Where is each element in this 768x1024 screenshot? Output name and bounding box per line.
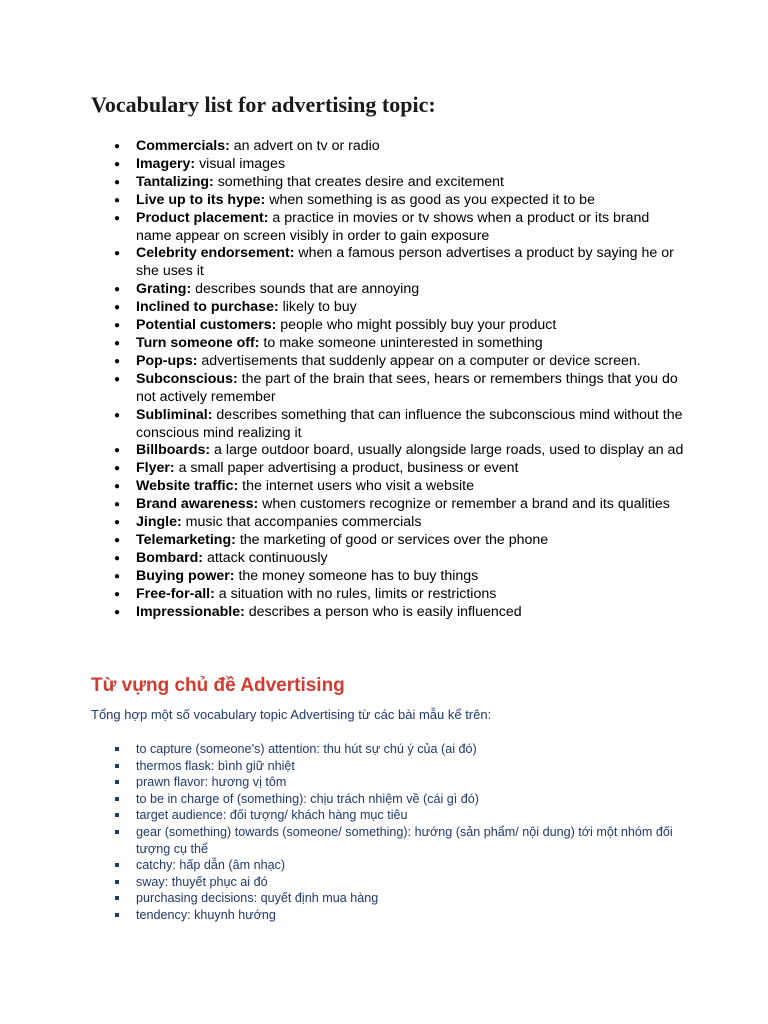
square-bullet-icon (115, 780, 119, 784)
vocab-item (114, 334, 684, 353)
vocab-term: Inclined to purchase: (136, 299, 279, 316)
vocab-term: Commercials: (136, 138, 230, 154)
bullet-icon: ● (114, 141, 121, 152)
vn-vocab-text: purchasing decisions: quyết định mua hàng (136, 891, 379, 906)
vocabulary-list (114, 138, 687, 621)
vocab-term: Pop-ups: (136, 352, 198, 369)
vn-vocab-item (136, 741, 676, 758)
vocab-term: Jingle: (136, 514, 182, 531)
bullet-icon: ● (114, 320, 121, 332)
vn-vocab-item (136, 774, 676, 791)
vocab-term: Tantalizing: (136, 173, 214, 190)
vn-vocab-text: tendency: khuynh hướng (136, 907, 276, 922)
vocab-term: Buying power: (136, 567, 235, 584)
bullet-icon: ● (114, 302, 121, 314)
bullet-icon: ● (114, 445, 121, 457)
vocab-definition: when customers recognize or remember a brand and its qualities (258, 496, 670, 513)
vocab-term: Impressionable: (136, 603, 245, 620)
square-bullet-icon (115, 764, 119, 768)
vocab-term: Imagery: (136, 155, 196, 172)
vocab-item (114, 531, 684, 550)
vn-vocab-text: prawn flavor: hương vị tôm (136, 775, 287, 790)
vocab-term: Celebrity endorsement: (136, 245, 295, 262)
bullet-icon: ● (114, 606, 121, 618)
square-bullet-icon (115, 896, 119, 900)
vn-vocab-text: thermos flask: bình giữ nhiệt (136, 758, 295, 773)
bullet-icon: ● (114, 499, 121, 511)
vocab-term: Brand awareness: (136, 496, 259, 513)
vocab-item (114, 370, 684, 407)
vn-vocab-text: gear (something) towards (someone/ something): hướng (sản phẩm/ nội dung) tới một nhóm đối tượng cụ thể (136, 824, 673, 856)
vocab-item (114, 585, 684, 604)
square-bullet-icon (115, 863, 119, 867)
page-title: Vocabulary list for advertising topic: (91, 92, 436, 117)
vietnamese-section-intro: Tổng hợp một số vocabulary topic Advertising từ các bài mẫu kể trên: (91, 707, 492, 722)
vocab-term: Live up to its hype: (136, 191, 266, 208)
bullet-icon: ● (114, 248, 121, 260)
bullet-icon: ● (114, 337, 121, 349)
vocab-item (114, 514, 684, 532)
bullet-icon: ● (114, 158, 121, 170)
vocab-term: Turn someone off: (136, 334, 260, 351)
vocab-item (114, 155, 684, 174)
vocab-term: Flyer: (136, 460, 175, 477)
square-bullet-icon (115, 830, 119, 834)
square-bullet-icon (115, 913, 119, 917)
vocab-item (114, 478, 684, 496)
vocab-item (114, 496, 684, 514)
vocab-item (114, 442, 684, 460)
bullet-icon: ● (114, 552, 121, 564)
vietnamese-section-heading: Từ vựng chủ đề Advertising (91, 675, 345, 696)
bullet-icon: ● (114, 463, 121, 475)
vn-vocab-item (136, 791, 676, 808)
vocab-item (114, 191, 684, 210)
vocab-term: Grating: (136, 281, 192, 298)
vn-vocab-item (136, 857, 676, 874)
vocab-definition: people who might possibly buy your product (276, 317, 557, 334)
vocab-item (114, 245, 684, 281)
vocab-item (114, 406, 687, 443)
vocab-term: Product placement: (136, 209, 269, 226)
vn-vocab-item (136, 807, 676, 824)
vocab-definition: a practice in movies or tv shows when a product or its brand name appear on screen visibly in order to gain exposure (136, 209, 654, 244)
square-bullet-icon (115, 747, 119, 751)
square-bullet-icon (115, 880, 119, 884)
vocab-term: Free-for-all: (136, 585, 215, 602)
vocab-definition: to make someone uninterested in something (259, 334, 543, 351)
vocab-item (114, 460, 684, 478)
bullet-icon: ● (114, 194, 121, 206)
vn-vocab-text: target audience: đối tượng/ khách hàng mục tiêu (136, 808, 408, 823)
vocab-definition: music that accompanies commercials (181, 514, 422, 531)
vn-vocab-item (136, 890, 676, 907)
bullet-icon: ● (114, 355, 121, 367)
vocab-definition: the marketing of good or services over the phone (235, 531, 549, 548)
vocab-definition: visual images (195, 155, 286, 172)
bullet-icon: ● (114, 570, 121, 582)
vocab-definition: a large outdoor board, usually alongside large roads, used to display an ad (210, 442, 684, 459)
bullet-icon: ● (114, 409, 121, 421)
vocab-item (114, 567, 684, 586)
vocab-item (114, 603, 684, 622)
vocab-definition: likely to buy (278, 299, 357, 316)
vn-vocab-text: to be in charge of (something): chịu trách nhiệm về (cái gì đó) (136, 791, 480, 806)
vocab-definition: something that creates desire and excitement (213, 173, 504, 190)
vocab-item (114, 173, 684, 192)
vocab-definition: when a famous person advertises a product by saying he or she uses it (136, 245, 678, 280)
bullet-icon: ● (114, 284, 121, 296)
vn-vocab-text: to capture (someone’s) attention: thu hút sự chú ý của (ai đó) (136, 742, 477, 756)
vocab-definition: a situation with no rules, limits or restrictions (214, 585, 497, 602)
vn-vocab-item (136, 824, 676, 857)
bullet-icon: ● (114, 588, 121, 600)
vocab-definition: a small paper advertising a product, business or event (174, 460, 519, 477)
vocab-term: Billboards: (136, 442, 211, 459)
vocab-definition: describes something that can influence the subconscious mind without the conscious mind realizing it (136, 406, 687, 441)
square-bullet-icon (115, 813, 119, 817)
vocab-item (114, 352, 684, 371)
vocab-definition: when something is as good as you expected it to be (265, 191, 595, 208)
vocab-definition: the internet users who visit a website (238, 478, 475, 495)
vocab-item (114, 549, 684, 568)
vocab-definition: the part of the brain that sees, hears or remembers things that you do not actively remember (136, 370, 682, 405)
vocab-definition: an advert on tv or radio (229, 138, 380, 154)
vn-vocab-item (136, 758, 676, 775)
vietnamese-vocabulary-list (136, 741, 676, 924)
bullet-icon: ● (114, 373, 121, 385)
vocab-item (114, 299, 684, 317)
vocab-term: Telemarketing: (136, 531, 236, 548)
vocab-definition: attack continuously (203, 549, 328, 566)
vocab-definition: the money someone has to buy things (234, 567, 479, 584)
vocab-definition: advertisements that suddenly appear on a computer or device screen. (197, 352, 641, 369)
vn-vocab-text: catchy: hấp dẫn (âm nhạc) (136, 858, 286, 873)
vn-vocab-item (136, 874, 676, 891)
vocab-item (114, 209, 684, 246)
vocab-item (114, 138, 684, 156)
bullet-icon: ● (114, 534, 121, 546)
vocab-item (114, 317, 684, 335)
vocab-term: Bombard: (136, 549, 203, 566)
vn-vocab-item (136, 907, 676, 924)
vocab-term: Subconscious: (136, 370, 238, 387)
vocab-term: Website traffic: (136, 478, 239, 495)
vn-vocab-text: sway: thuyết phục ai đó (136, 874, 268, 889)
bullet-icon: ● (114, 517, 121, 529)
bullet-icon: ● (114, 176, 121, 188)
vocab-term: Potential customers: (136, 317, 277, 334)
vocab-term: Subliminal: (136, 406, 213, 423)
bullet-icon: ● (114, 481, 121, 493)
vocab-item (114, 281, 684, 299)
square-bullet-icon (115, 797, 119, 801)
bullet-icon: ● (114, 212, 121, 224)
vocab-definition: describes sounds that are annoying (191, 281, 420, 298)
vocab-definition: describes a person who is easily influenced (244, 603, 522, 620)
